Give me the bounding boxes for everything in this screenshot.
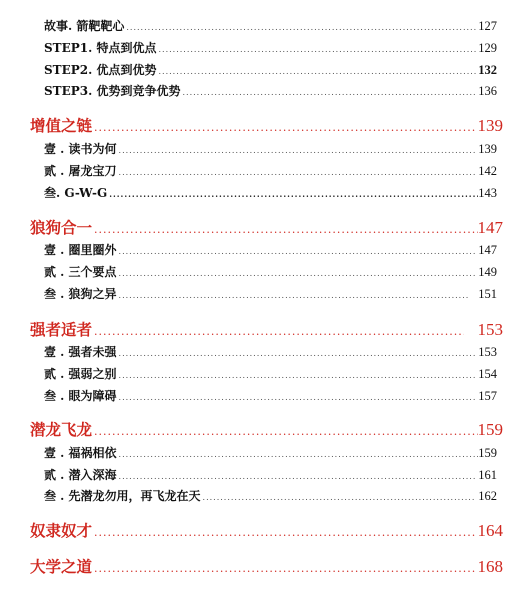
toc-entry-title: 贰 . 屠龙宝刀 bbox=[44, 164, 117, 178]
toc-entry-page: 147 bbox=[478, 243, 497, 257]
toc-entry-title: 贰 . 三个要点 bbox=[44, 265, 117, 279]
toc-chapter[interactable] bbox=[0, 519, 531, 541]
toc-entry-page: 149 bbox=[478, 265, 497, 279]
chapter-title: 增值之链 bbox=[30, 116, 93, 135]
toc-entry[interactable] bbox=[0, 184, 531, 201]
dot-leader bbox=[119, 349, 477, 358]
toc-entry-title: 壹 . 读书为何 bbox=[44, 142, 117, 156]
dot-leader bbox=[119, 450, 479, 459]
toc-entry-title: 故事. 箭靶靶心 bbox=[44, 19, 125, 33]
toc-chapter[interactable] bbox=[0, 555, 531, 577]
dot-leader bbox=[94, 562, 475, 575]
chapter-page: 147 bbox=[477, 218, 503, 237]
toc-entry-title: 叁 . 先潜龙勿用，再飞龙在天 bbox=[44, 489, 201, 503]
toc-chapter[interactable] bbox=[0, 418, 531, 440]
toc-entry-page: 127 bbox=[478, 19, 497, 33]
toc-entry-page: 161 bbox=[478, 468, 497, 482]
chapter-page: 159 bbox=[477, 420, 503, 439]
toc-entry[interactable] bbox=[0, 444, 531, 461]
toc-entry[interactable] bbox=[0, 285, 531, 302]
toc-entry-title: 叁 . 眼为障碍 bbox=[44, 389, 117, 403]
toc-entry[interactable] bbox=[0, 241, 531, 258]
toc-entry-page: 136 bbox=[478, 84, 497, 98]
chapter-page: 139 bbox=[477, 116, 503, 135]
dot-leader bbox=[119, 269, 477, 278]
dot-leader bbox=[119, 168, 477, 177]
toc-entry-title: 壹 . 圈里圈外 bbox=[44, 243, 117, 257]
toc-entry-title: 贰 . 潜入深海 bbox=[44, 468, 117, 482]
toc-entry[interactable] bbox=[0, 61, 531, 78]
toc-entry[interactable] bbox=[0, 162, 531, 179]
chapter-title: 潜龙飞龙 bbox=[30, 420, 93, 439]
toc-entry-page: 159 bbox=[478, 446, 497, 460]
dot-leader bbox=[158, 67, 476, 76]
toc-chapter[interactable] bbox=[0, 318, 531, 340]
chapter-page: 164 bbox=[477, 521, 503, 540]
chapter-page: 168 bbox=[477, 557, 503, 576]
toc-entry-page: 154 bbox=[478, 367, 497, 381]
toc-entry-title: 壹 . 福祸相依 bbox=[44, 446, 117, 460]
dot-leader bbox=[119, 247, 477, 256]
dot-leader bbox=[119, 291, 471, 300]
toc-entry-page: 162 bbox=[478, 489, 497, 503]
toc-entry-title: 叁. G-W-G bbox=[44, 186, 108, 200]
toc-entry[interactable] bbox=[0, 140, 531, 157]
dot-leader bbox=[126, 23, 476, 32]
chapter-title: 强者适者 bbox=[30, 320, 93, 339]
toc-entry[interactable] bbox=[0, 82, 531, 99]
toc-entry-page: 132 bbox=[478, 63, 497, 77]
chapter-title: 狼狗合一 bbox=[30, 218, 93, 237]
toc-entry[interactable] bbox=[0, 466, 531, 483]
toc-entry-title: STEP1. 特点到优点 bbox=[44, 41, 157, 55]
dot-leader bbox=[119, 371, 477, 380]
toc-entry-page: 129 bbox=[478, 41, 497, 55]
chapter-title: 奴隶奴才 bbox=[30, 521, 93, 540]
toc-entry-page: 143 bbox=[478, 186, 497, 200]
toc-entry-page: 151 bbox=[478, 287, 497, 301]
dot-leader bbox=[119, 472, 477, 481]
dot-leader bbox=[94, 121, 475, 134]
toc-entry-title: STEP2. 优点到优势 bbox=[44, 63, 157, 77]
toc-chapter[interactable] bbox=[0, 114, 531, 136]
toc-entry-page: 157 bbox=[478, 389, 497, 403]
toc-entry[interactable] bbox=[0, 343, 531, 360]
dot-leader bbox=[119, 146, 477, 155]
toc-entry[interactable] bbox=[0, 365, 531, 382]
toc-entry-page: 139 bbox=[478, 142, 497, 156]
toc-entry[interactable] bbox=[0, 387, 531, 404]
toc-chapter[interactable] bbox=[0, 216, 531, 238]
toc-entry[interactable] bbox=[0, 39, 531, 56]
toc-entry-title: STEP3. 优势到竞争优势 bbox=[44, 84, 181, 98]
toc-entry-title: 贰 . 强弱之别 bbox=[44, 367, 117, 381]
dot-leader bbox=[203, 493, 477, 502]
toc-entry-page: 142 bbox=[478, 164, 497, 178]
toc-entry-title: 壹 . 强者未强 bbox=[44, 345, 117, 359]
dot-leader bbox=[94, 223, 477, 236]
dot-leader bbox=[158, 45, 476, 54]
toc-entry-page: 153 bbox=[478, 345, 497, 359]
toc-entry[interactable] bbox=[0, 263, 531, 280]
chapter-title: 大学之道 bbox=[30, 557, 93, 576]
toc-entry[interactable] bbox=[0, 17, 531, 34]
toc-entry[interactable] bbox=[0, 487, 531, 504]
dot-leader bbox=[94, 526, 475, 539]
dot-leader bbox=[109, 189, 478, 199]
toc-entry-title: 叁 . 狼狗之异 bbox=[44, 287, 117, 301]
dot-leader bbox=[94, 425, 477, 438]
dot-leader bbox=[119, 393, 477, 402]
chapter-page: 153 bbox=[477, 320, 503, 339]
dot-leader bbox=[182, 88, 476, 97]
dot-leader bbox=[94, 325, 463, 338]
